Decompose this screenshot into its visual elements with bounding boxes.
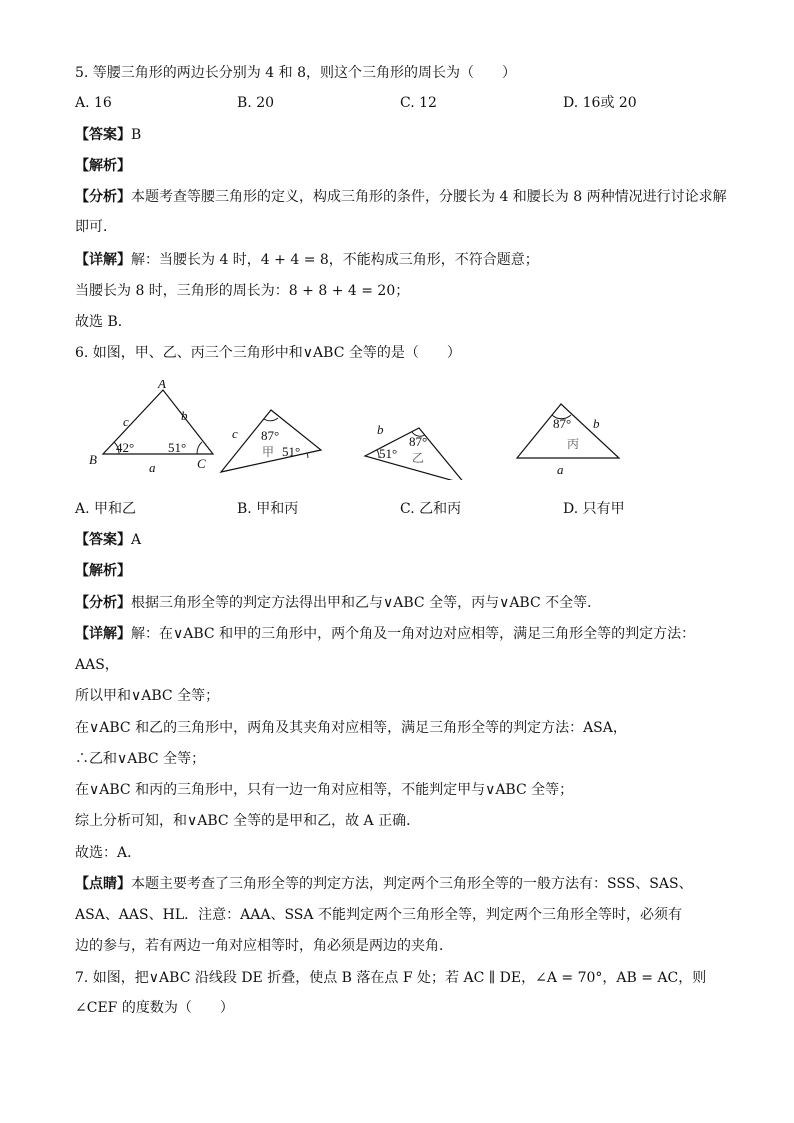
jia-top-angle: 87°: [261, 428, 280, 443]
bing-name: 丙: [567, 437, 580, 451]
label-c: c: [123, 414, 129, 429]
q6-option-c: C. 乙和丙: [400, 501, 462, 517]
triangle-jia: [221, 410, 321, 472]
jia-c: c: [232, 426, 238, 441]
q5-detail: 【详解】解：当腰长为 4 时，4 + 4 = 8，不能构成三角形，不符合题意；: [75, 252, 539, 268]
label-a: a: [149, 460, 156, 475]
q5-answer: [75, 125, 141, 145]
q5-fenxi-cont: 即可．: [75, 219, 117, 235]
yi-top-angle: 87°: [409, 434, 428, 449]
q6-dianjing: 【点睛】本题主要考查了三角形全等的判定方法，判定两个三角形全等的一般方法有：SSS、SAS、: [75, 876, 693, 892]
q5-detail-3: 故选 B．: [75, 314, 132, 330]
q6-detail-4: 在∨ABC 和乙的三角形中，两角及其夹角对应相等，满足三角形全等的判定方法：ASA，: [75, 720, 627, 736]
answer-tag: 【答案】: [75, 127, 131, 143]
angle-b: 42°: [116, 440, 135, 455]
q6-option-d: D. 只有甲: [563, 501, 625, 517]
bing-top-angle: 87°: [553, 416, 572, 431]
q5-option-b: B. 20: [237, 95, 275, 111]
yi-name: 乙: [412, 451, 425, 465]
q5-option-c: C. 12: [400, 95, 437, 111]
triangle-abc: [89, 380, 213, 475]
q6-detail-2: AAS，: [75, 657, 119, 673]
q6-detail-8: 故选：A．: [75, 845, 142, 861]
q6-option-a: A. 甲和乙: [75, 501, 137, 517]
label-C: C: [197, 456, 206, 471]
jia-name: 甲: [262, 445, 275, 459]
q6-dianjing-3: 边的参与，若有两边一角对应相等时，角必须是两边的夹角．: [75, 938, 453, 954]
q6-answer: 【答案】A: [75, 532, 142, 548]
q6-figure: [75, 380, 655, 480]
q6-analysis-tag: 【解析】: [75, 563, 131, 579]
angle-c: 51°: [168, 440, 187, 455]
q6-fenxi: 【分析】根据三角形全等的判定方法得出甲和乙与∨ABC 全等，丙与∨ABC 不全等．: [75, 595, 602, 611]
q5-fenxi: 【分析】本题考查等腰三角形的定义，构成三角形的条件，分腰长为 4 和腰长为 8 两种情况进行讨论求解: [75, 189, 727, 205]
q5-option-a: A. 16: [75, 95, 112, 111]
triangle-yi: [365, 422, 465, 480]
q6-dianjing-2: ASA、AAS、HL．注意：AAA、SSA 不能判定两个三角形全等，判定两个三角形全等时，必须有: [75, 907, 682, 923]
q5-analysis-tag: 【解析】: [75, 158, 131, 174]
label-b: b: [181, 408, 188, 423]
label-B: B: [89, 452, 97, 467]
q6-detail-5: ∴乙和∨ABC 全等；: [75, 751, 206, 767]
q6-detail-3: 所以甲和∨ABC 全等；: [75, 688, 220, 704]
bing-b: b: [593, 416, 600, 431]
q6-detail-6: 在∨ABC 和丙的三角形中，只有一边一角对应相等，不能判定甲与∨ABC 全等；: [75, 782, 574, 798]
triangle-bing: [517, 404, 619, 477]
label-A: A: [158, 380, 166, 391]
q6-stem: 6. 如图，甲、乙、丙三个三角形中和∨ABC 全等的是（ ）: [75, 345, 461, 361]
q7-stem: 7. 如图，把∨ABC 沿线段 DE 折叠，使点 B 落在点 F 处；若 AC ∥ DE，∠A = 70°，AB = AC，则: [75, 970, 707, 986]
yi-left-angle: 51°: [379, 446, 398, 461]
answer-value: B: [131, 127, 142, 143]
q6-detail: 【详解】解：在∨ABC 和甲的三角形中，两个角及一角对边对应相等，满足三角形全等的判定方法：: [75, 626, 696, 642]
bing-a: a: [557, 462, 564, 477]
jia-right-angle: 51°: [282, 444, 301, 459]
q5-stem: 5. 等腰三角形的两边长分别为 4 和 8，则这个三角形的周长为（ ）: [75, 65, 516, 81]
q5-option-d: D. 16或 20: [563, 95, 637, 111]
q6-option-b: B. 甲和丙: [237, 501, 299, 517]
q5-detail-2: 当腰长为 8 时，三角形的周长为：8 + 8 + 4 = 20；: [75, 283, 410, 299]
q7-stem-2: ∠CEF 的度数为（ ）: [75, 1000, 234, 1016]
yi-b: b: [377, 422, 384, 437]
q6-detail-7: 综上分析可知，和∨ABC 全等的是甲和乙，故 A 正确．: [75, 813, 421, 829]
